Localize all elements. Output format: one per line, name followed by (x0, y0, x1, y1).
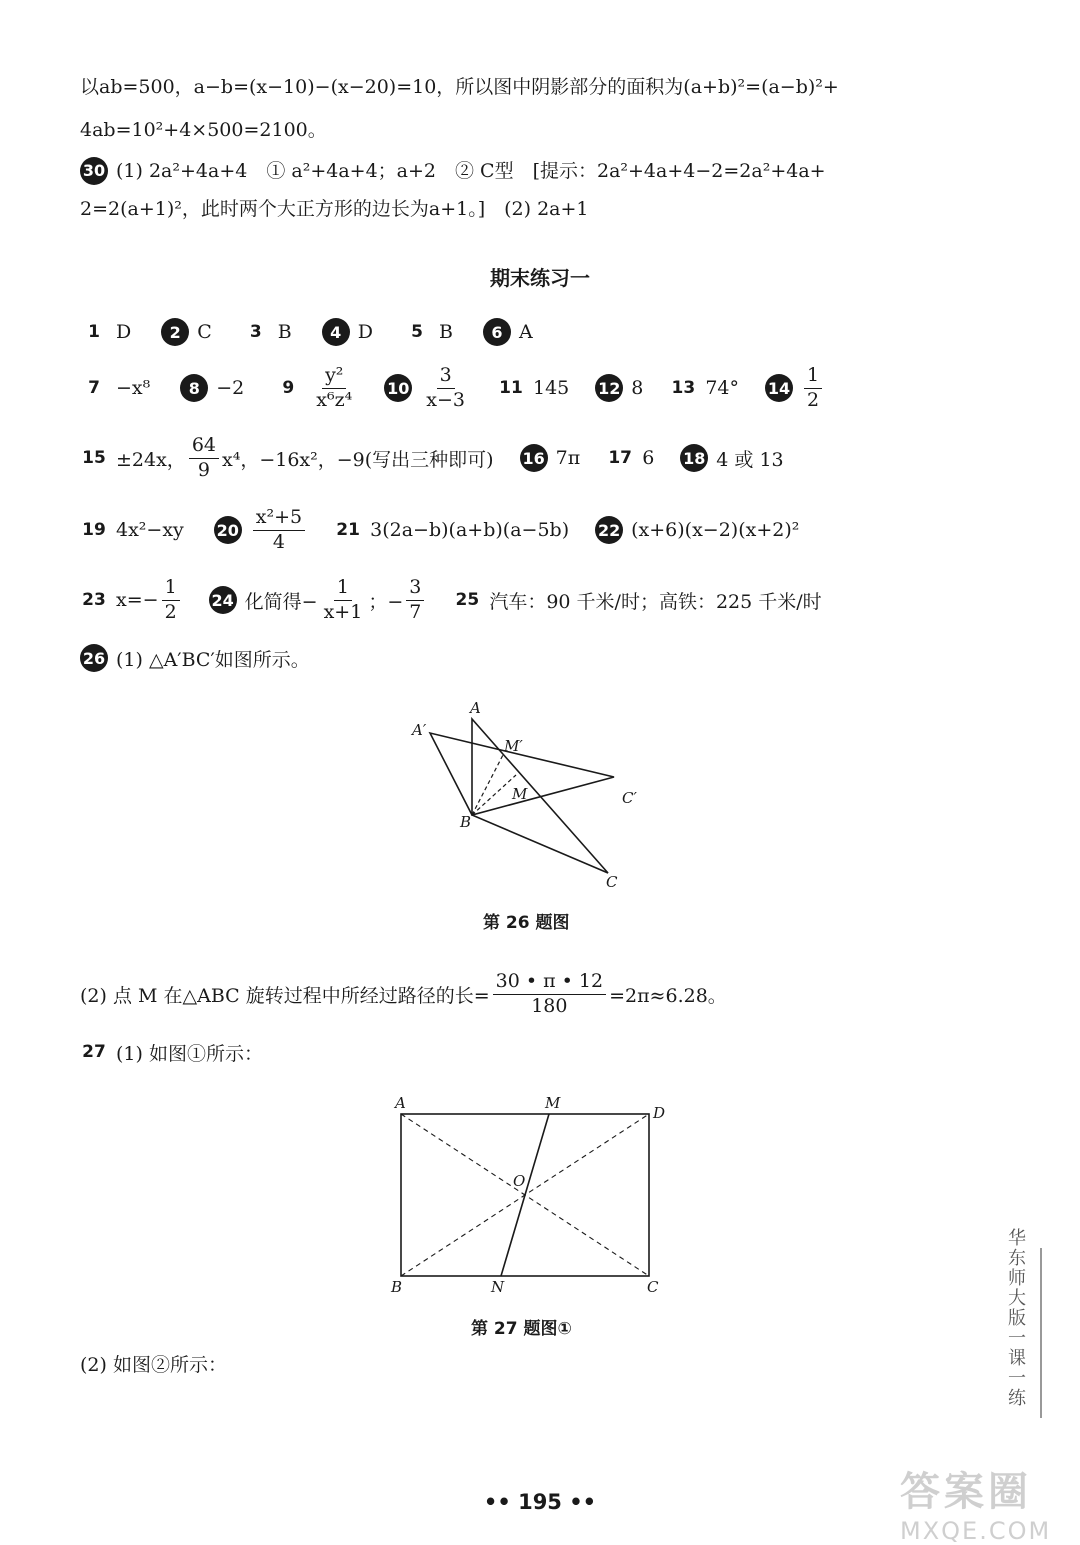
q30-number: 30 (80, 157, 108, 185)
fraction: $\frac{3}{x-3}$ (426, 363, 465, 411)
label-Mp: M′ (504, 737, 523, 755)
fraction: $\frac{\text{x²+5}}{4}$ (253, 508, 305, 553)
answer-13: 13 74° (671, 377, 740, 399)
answer-20: 20 $\frac{\text{x²+5}}{4}$ (214, 508, 308, 553)
watermark-en: MXQE.COM (900, 1517, 1052, 1545)
label-N: N (491, 1278, 505, 1296)
fraction: $\frac{64}{9}$ (189, 436, 219, 481)
answers-row-5 (80, 572, 822, 628)
answer-23: 23 x=− $\frac{1}{2}$ (80, 578, 183, 623)
answer-4: 4 D (322, 318, 373, 346)
figure-27-caption: 第 27 题图① (471, 1319, 572, 1339)
label-D: D (653, 1104, 666, 1122)
q30-answer: (1) 2a²+4a+4 ① a²+4a+4；a+2 ② C型 [提示：2a²+4a+4−2=2a²+4a+ (116, 159, 826, 182)
label-Cp: C′ (622, 789, 637, 807)
answer-16: 16 7π (520, 444, 581, 472)
q27-part1: 27 (1) 如图①所示： (82, 1042, 263, 1065)
label-O: O (513, 1172, 526, 1190)
answer-9: 9 $\frac{\text{y²}}{\text{x⁶z⁴}}$ (274, 366, 358, 411)
answers-row-3 (80, 430, 784, 486)
answer-1: 1 D (88, 321, 132, 343)
q30-line (80, 157, 826, 185)
side-margin-rule (1040, 1248, 1066, 1418)
side-series-title: 华东师大版一课一练 (1005, 1228, 1026, 1408)
segment-bmp (472, 753, 504, 815)
label-A: A (395, 1094, 406, 1112)
text-line-1: 以ab=500，a−b=(x−10)−(x−20)=10，所以图中阴影部分的面积为(a+b)²=(a−b)²+ (80, 76, 839, 98)
answer-8: 8 −2 (180, 374, 244, 402)
text-line-4: 2=2(a+1)²，此时两个大正方形的边长为a+1。] (2) 2a+1 (80, 198, 589, 220)
label-B: B (391, 1278, 403, 1296)
fraction: $\frac{1}{2}$ (162, 578, 180, 623)
text-line-2: 4ab=10²+4×500=2100。 (80, 119, 327, 141)
answer-3: 3 B (249, 321, 292, 343)
fraction: $\frac{30 • \pi • 12}{180}$ (493, 972, 606, 1017)
answer-10: 10 $\frac{3}{x-3}$ (384, 366, 471, 411)
label-Ap: A′ (412, 721, 427, 739)
figure-26-caption: 第 26 题图 (483, 913, 570, 933)
answer-5: 5 B (411, 321, 453, 343)
figure-26 (400, 695, 660, 895)
label-C: C (647, 1278, 659, 1296)
answer-2: 2 C (161, 318, 212, 346)
answer-15: 15 ±24x， $\frac{64}{9}$ x⁴，−16x²，−9(写出三种即可) (82, 433, 494, 481)
answer-25: 25 汽车：90 千米/时；高铁：225 千米/时 (455, 590, 822, 613)
page-number: •• 195 •• (483, 1490, 597, 1514)
fraction: $\frac{3}{7}$ (406, 578, 424, 623)
answer-18: 18 4 或 13 (680, 444, 783, 472)
q27-part2: (2) 如图②所示： (80, 1354, 227, 1376)
answer-6: 6 A (483, 318, 533, 346)
answers-row-4 (80, 502, 799, 558)
answer-22: 22 (x+6)(x−2)(x+2)² (595, 516, 799, 544)
label-B: B (460, 813, 472, 831)
answers-row-1 (80, 304, 533, 360)
figure-27 (385, 1092, 675, 1302)
q26-part2: (2) 点 M 在△ABC 旋转过程中所经过路径的长= $\frac{30 • \pi • 12}{180}$ =2π≈6.28。 (80, 969, 727, 1017)
watermark-logo (900, 1460, 1080, 1545)
answer-21: 21 3(2a−b)(a+b)(a−5b) (336, 519, 570, 541)
answer-26: 26 (1) △A′BC′如图所示。 (80, 644, 310, 672)
label-C: C (606, 873, 618, 891)
segment-mn (501, 1114, 549, 1276)
answer-14: 14 $\frac{1}{2}$ (765, 366, 825, 411)
answer-24: 24 化简得− $\frac{1}{x+1}$ ；− $\frac{3}{7}$ (209, 578, 428, 623)
answer-19: 19 4x²−xy (82, 519, 184, 541)
answer-17: 17 6 (608, 447, 655, 469)
answers-row-6 (80, 630, 310, 686)
label-A: A (470, 699, 481, 717)
answer-11: 11 145 (499, 377, 570, 399)
answer-7: 7 −x⁸ (88, 377, 151, 399)
answers-row-2 (80, 360, 825, 416)
label-M: M (545, 1094, 561, 1112)
fraction: $\frac{\text{y²}}{\text{x⁶z⁴}}$ (316, 363, 353, 411)
watermark-cn: 答案圈 (900, 1469, 1032, 1515)
answer-12: 12 8 (595, 374, 643, 402)
fraction: $\frac{1}{x+1}$ (323, 575, 363, 623)
label-M: M (512, 785, 528, 803)
fraction: $\frac{1}{2}$ (804, 366, 822, 411)
section-title: 期末练习一 (490, 266, 590, 290)
